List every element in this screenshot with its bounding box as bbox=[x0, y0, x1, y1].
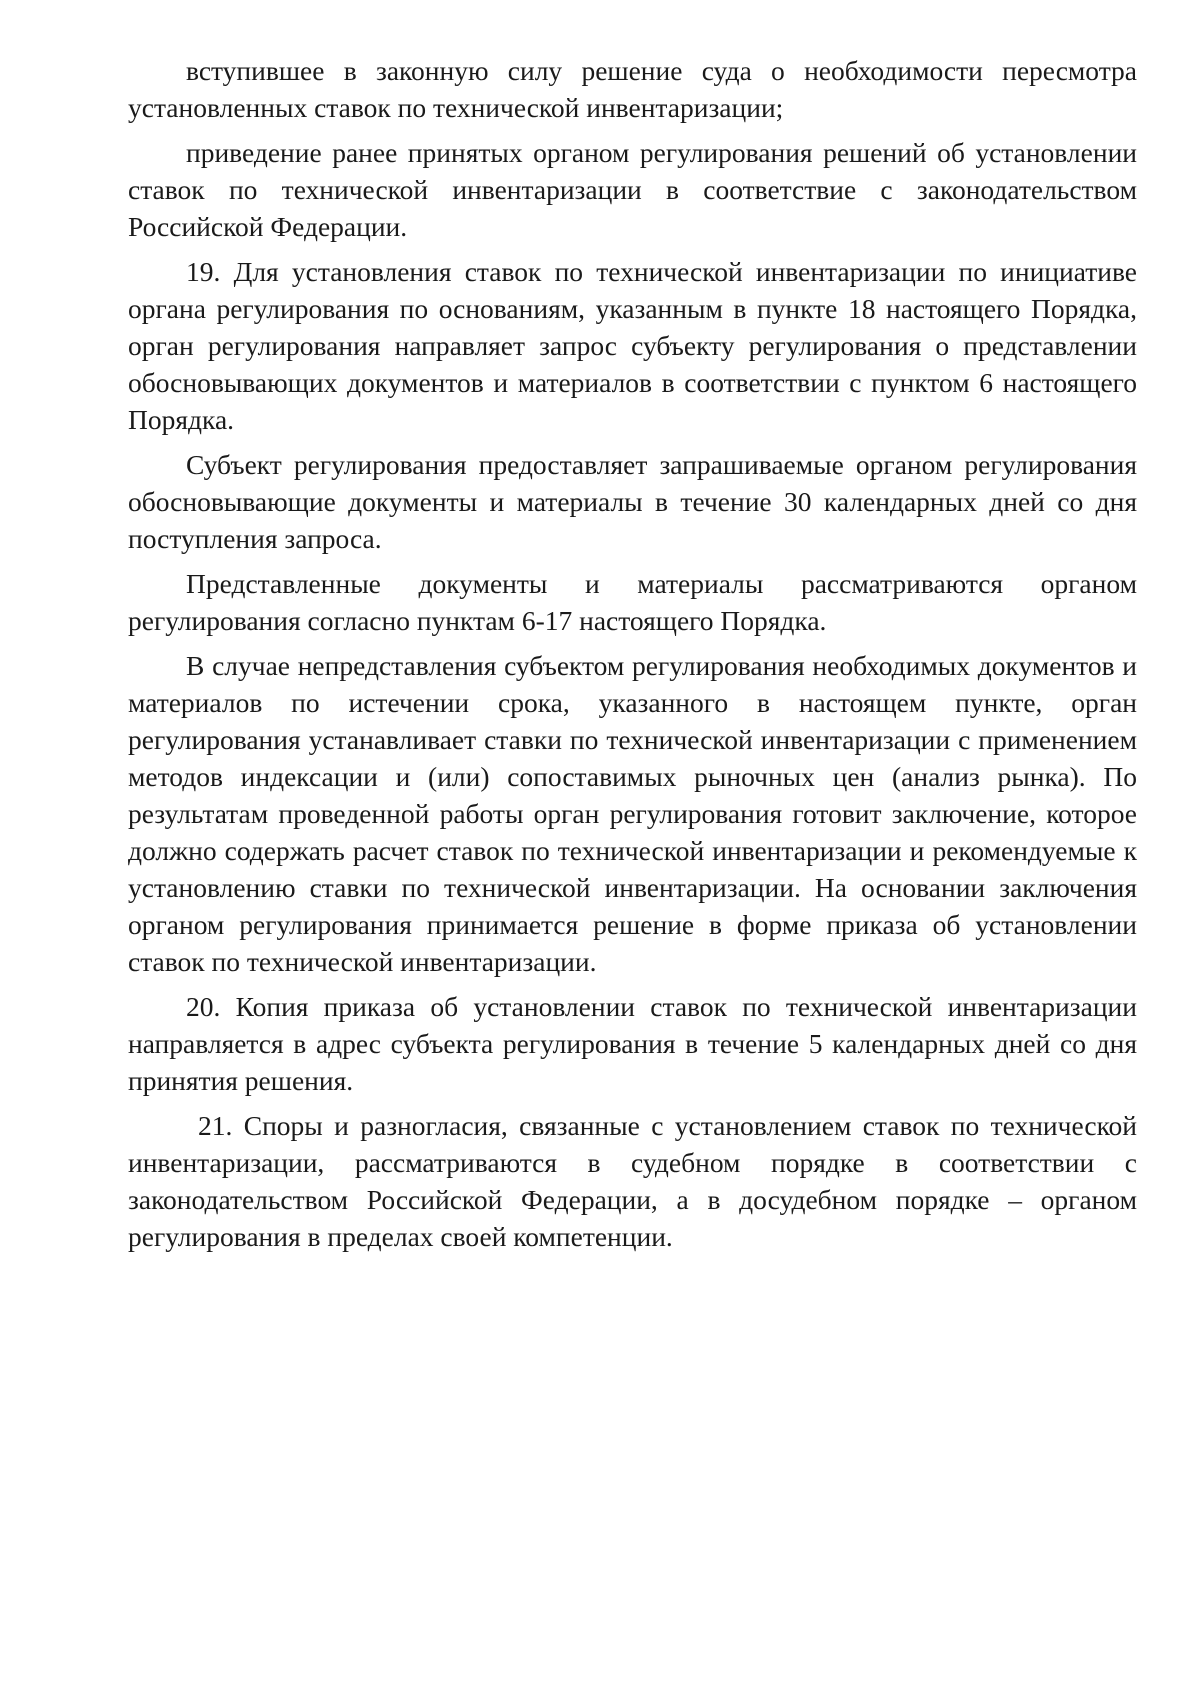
paragraph-legislation-compliance: приведение ранее принятых органом регулирования решений об установлении ставок по технической инвентаризации в соответствие с законодательством Российской Федерации. bbox=[128, 137, 1137, 242]
paragraph-item-19: 19. Для установления ставок по технической инвентаризации по инициативе органа регулирования по основаниям, указанным в пункте 18 настоящего Порядка, орган регулирования направляет запрос субъекту регулирования о представлении обосновывающих документов и материалов в соответствии с пунктом 6 настоящего Порядка. bbox=[128, 256, 1137, 435]
paragraph-item-20: 20. Копия приказа об установлении ставок по технической инвентаризации направляется в адрес субъекта регулирования в течение 5 календарных дней со дня принятия решения. bbox=[128, 991, 1137, 1096]
paragraph-documents-review: Представленные документы и материалы рассматриваются органом регулирования согласно пунктам 6-17 настоящего Порядка. bbox=[128, 568, 1137, 636]
paragraph-non-submission: В случае непредставления субъектом регулирования необходимых документов и материалов по истечении срока, указанного в настоящем пункте, орган регулирования устанавливает ставки по технической инвентаризации с применением методов индексации и (или) сопоставимых рыночных цен (анализ рынка). По результатам проведенной работы орган регулирования готовит заключение, которое должно содержать расчет ставок по технической инвентаризации и рекомендуемые к установлению ставки по технической инвентаризации. На основании заключения органом регулирования принимается решение в форме приказа об установлении ставок по технической инвентаризации. bbox=[128, 650, 1137, 977]
paragraph-subject-provides-documents: Субъект регулирования предоставляет запрашиваемые органом регулирования обосновывающие документы и материалы в течение 30 календарных дней со дня поступления запроса. bbox=[128, 449, 1137, 554]
paragraph-court-decision: вступившее в законную силу решение суда о необходимости пересмотра установленных ставок по технической инвентаризации; bbox=[128, 55, 1137, 123]
document-page bbox=[128, 52, 1137, 1263]
paragraph-item-21: 21. Споры и разногласия, связанные с установлением ставок по технической инвентаризации, рассматриваются в судебном порядке в соответствии с законодательством Российской Федерации, а в досудебном порядке – органом регулирования в пределах своей компетенции. bbox=[128, 1110, 1137, 1252]
